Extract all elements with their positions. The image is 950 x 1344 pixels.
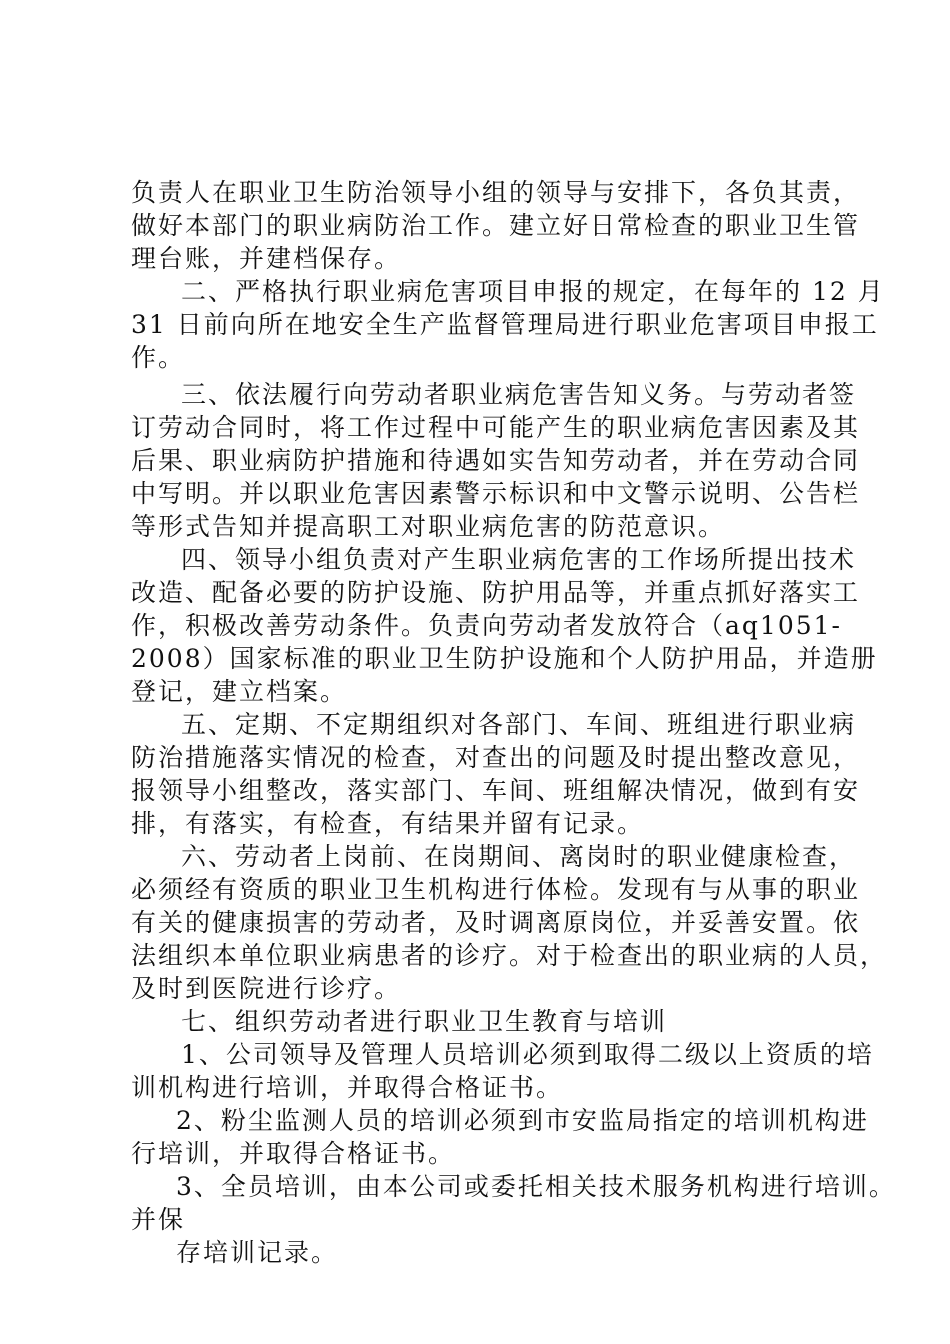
text-line: 四、领导小组负责对产生职业病危害的工作场所提出技术: [181, 545, 857, 574]
text-line: 中写明。并以职业危害因素警示标识和中文警示说明、公告栏: [131, 479, 861, 508]
text-line: 作，积极改善劳动条件。负责向劳动者发放符合（aq1051-: [131, 611, 842, 640]
text-line: 负责人在职业卫生防治领导小组的领导与安排下，各负其责，: [131, 178, 861, 207]
text-line: 31 日前向所在地安全生产监督管理局进行职业危害项目申报工: [131, 310, 879, 339]
text-line: 训机构进行培训，并取得合格证书。: [131, 1073, 564, 1102]
text-line: 排，有落实，有检查，有结果并留有记录。: [131, 809, 645, 838]
text-line: 防治措施落实情况的检查，对查出的问题及时提出整改意见，: [131, 743, 861, 772]
text-line: 三、依法履行向劳动者职业病危害告知义务。与劳动者签: [181, 380, 857, 409]
text-line: 六、劳动者上岗前、在岗期间、离岗时的职业健康检查，: [181, 842, 857, 871]
text-line: 并保: [131, 1205, 186, 1234]
text-line: 1、公司领导及管理人员培训必须到取得二级以上资质的培: [181, 1040, 874, 1069]
text-line: 2008）国家标准的职业卫生防护设施和个人防护用品，并造册: [131, 644, 878, 673]
text-line: 及时到医院进行诊疗。: [131, 974, 402, 1003]
text-line: 行培训，并取得合格证书。: [131, 1139, 456, 1168]
text-line: 做好本部门的职业病防治工作。建立好日常检查的职业卫生管: [131, 211, 861, 240]
text-line: 理台账，并建档保存。: [131, 244, 402, 273]
text-line: 有关的健康损害的劳动者，及时调离原岗位，并妥善安置。依: [131, 908, 861, 937]
text-line: 报领导小组整改，落实部门、车间、班组解决情况，做到有安: [131, 776, 861, 805]
text-line: 二、严格执行职业病危害项目申报的规定，在每年的 12 月: [181, 277, 885, 306]
text-line: 七、组织劳动者进行职业卫生教育与培训: [181, 1007, 668, 1036]
text-line: 后果、职业病防护措施和待遇如实告知劳动者，并在劳动合同: [131, 446, 861, 475]
text-line: 法组织本单位职业病患者的诊疗。对于检查出的职业病的人员，: [131, 941, 888, 970]
text-line: 作。: [131, 343, 186, 372]
text-line: 必须经有资质的职业卫生机构进行体检。发现有与从事的职业: [131, 875, 861, 904]
text-line: 2、粉尘监测人员的培训必须到市安监局指定的培训机构进: [176, 1106, 869, 1135]
text-line: 登记，建立档案。: [131, 677, 348, 706]
text-line: 订劳动合同时，将工作过程中可能产生的职业病危害因素及其: [131, 413, 861, 442]
text-line: 等形式告知并提高职工对职业病危害的防范意识。: [131, 512, 726, 541]
text-line: 五、定期、不定期组织对各部门、车间、班组进行职业病: [181, 710, 857, 739]
text-line: 改造、配备必要的防护设施、防护用品等，并重点抓好落实工: [131, 578, 861, 607]
text-line: 存培训记录。: [176, 1238, 339, 1267]
text-line: 3、全员培训，由本公司或委托相关技术服务机构进行培训。: [176, 1172, 896, 1201]
